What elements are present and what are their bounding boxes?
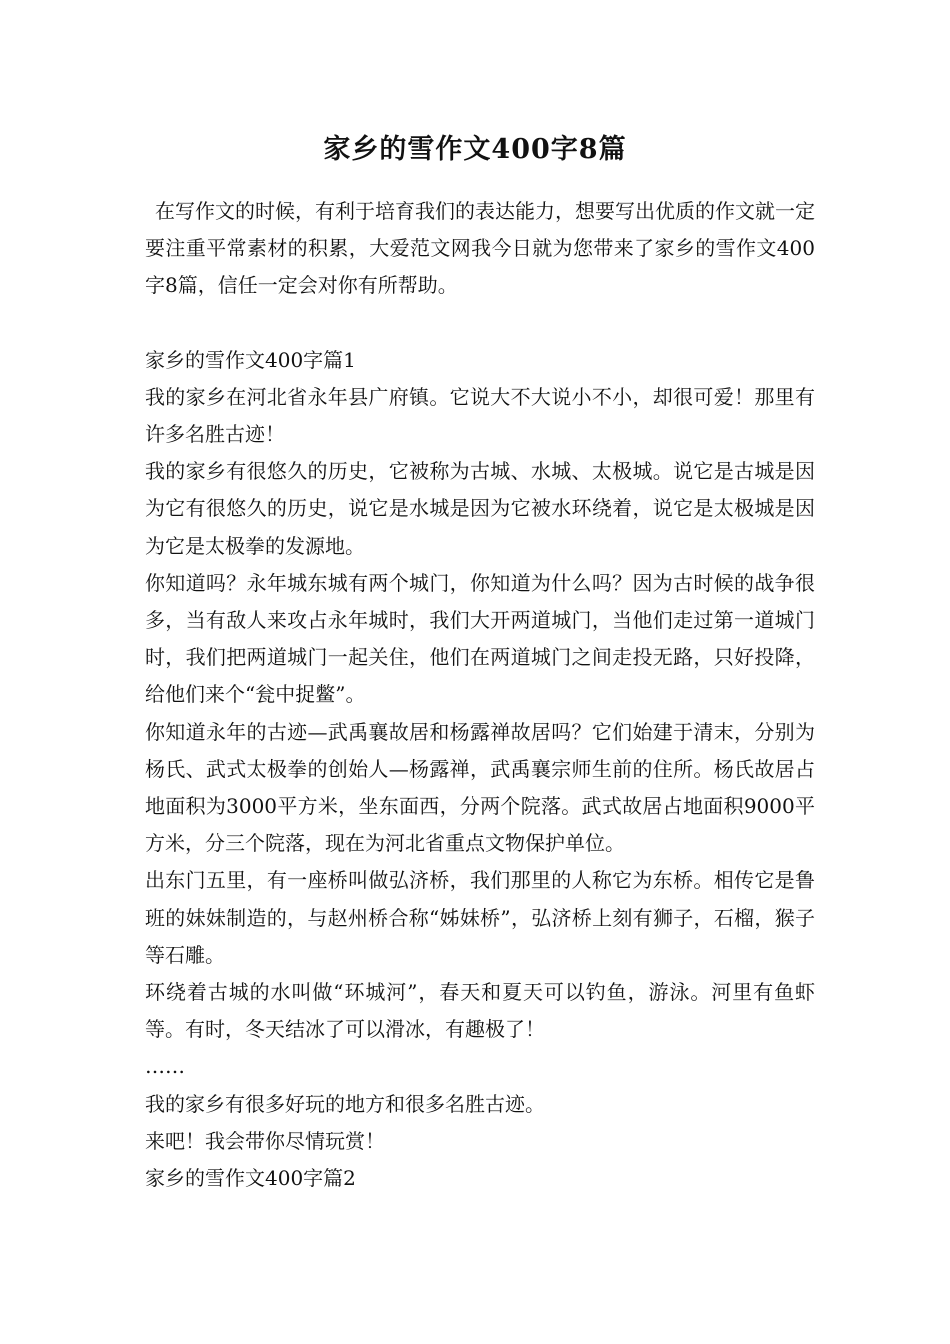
ellipsis-line: ……: [145, 1054, 185, 1079]
body-paragraph: 你知道吗？永年城东城有两个城门，你知道为什么吗？因为古时候的战争很多，当有敌人来攻占永年城时，我们大开两道城门，当他们走过第一道城门时，我们把两道城门一起关住，他们在两道城门之间走投无路，只好投降，给他们来个“瓮中捉鳖”。: [145, 570, 815, 707]
body-paragraph: 我的家乡在河北省永年县广府镇。它说大不大说小不小，却很可爱！那里有许多名胜古迹！: [145, 384, 815, 447]
section-heading-1: 家乡的雪作文400字篇1: [145, 347, 356, 372]
section-heading-2: 家乡的雪作文400字篇2: [145, 1166, 356, 1191]
document-title: 家乡的雪作文400字8篇: [323, 134, 627, 165]
body-paragraph: 出东门五里，有一座桥叫做弘济桥，我们那里的人称它为东桥。相传它是鲁班的妹妹制造的，与赵州桥合称“姊妹桥”，弘济桥上刻有狮子，石榴，猴子等石雕。: [145, 868, 815, 967]
document-body: [145, 193, 815, 1197]
body-paragraph: 我的家乡有很悠久的历史，它被称为古城、水城、太极城。说它是古城是因为它有很悠久的历史，说它是水城是因为它被水环绕着，说它是太极城是因为它是太极拳的发源地。: [145, 459, 815, 558]
blank-line: [145, 305, 815, 342]
body-paragraph: 环绕着古城的水叫做“环城河”，春天和夏天可以钓鱼，游泳。河里有鱼虾等。有时，冬天结冰了可以滑冰，有趣极了！: [145, 980, 815, 1042]
intro-paragraph: 在写作文的时候，有利于培育我们的表达能力，想要写出优质的作文就一定要注重平常素材的积累，大爱范文网我今日就为您带来了家乡的雪作文400字8篇，信任一定会对你有所帮助。: [145, 199, 815, 298]
body-paragraph: 来吧！我会带你尽情玩赏！: [145, 1128, 385, 1153]
body-paragraph: 我的家乡有很多好玩的地方和很多名胜古迹。: [145, 1091, 545, 1116]
body-paragraph: 你知道永年的古迹—武禹襄故居和杨露禅故居吗？它们始建于清末，分别为杨氏、武式太极拳的创始人—杨露禅，武禹襄宗师生前的住所。杨氏故居占地面积为3000平方米，坐东面西，分两个院落。武式故居占地面积9000平方米，分三个院落，现在为河北省重点文物保护单位。: [145, 719, 815, 856]
